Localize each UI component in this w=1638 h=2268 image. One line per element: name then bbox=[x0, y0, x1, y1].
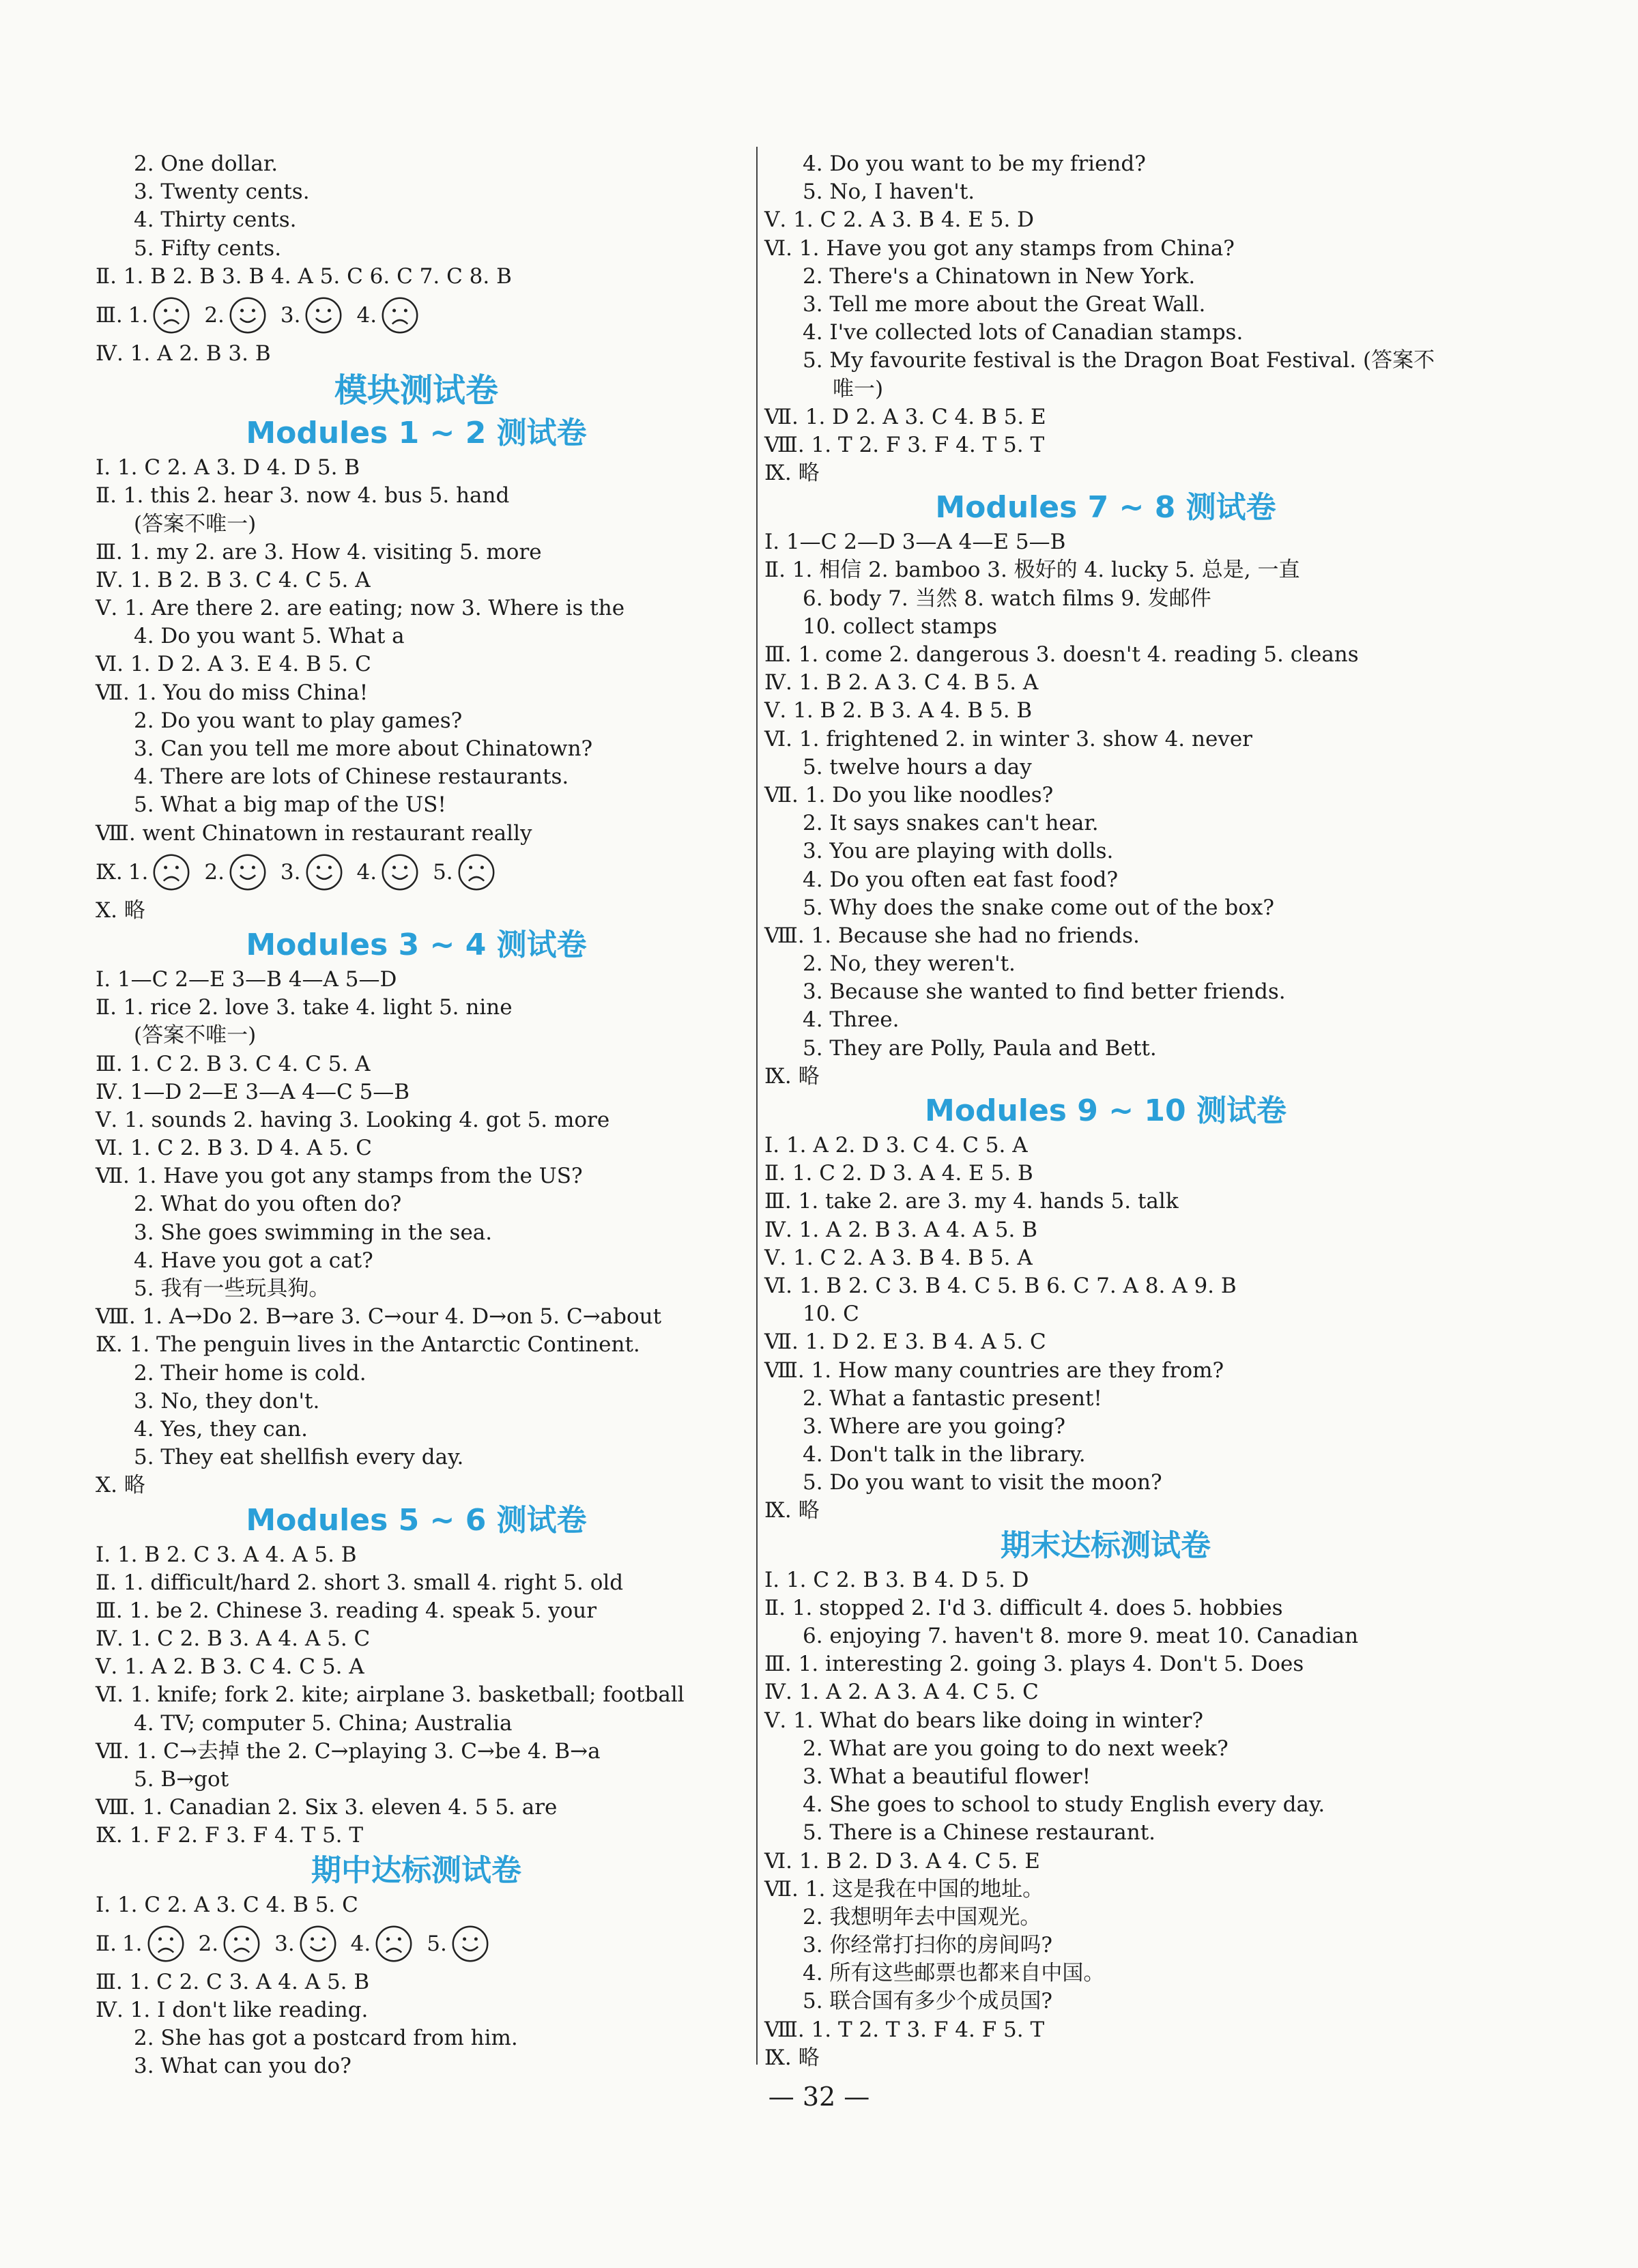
answer-line: (答案不唯一) bbox=[134, 511, 257, 536]
face-answer bbox=[122, 1919, 185, 1968]
answer-line: Ⅲ. 1. my 2. are 3. How 4. visiting 5. more bbox=[96, 539, 542, 564]
answer-line: 3. What a beautiful flower! bbox=[803, 1764, 1091, 1789]
answer-line: 3. She goes swimming in the sea. bbox=[134, 1220, 493, 1245]
section-title: Modules 9 ~ 10 测试卷 bbox=[925, 1093, 1287, 1128]
answer-line: Ⅰ. 1. C 2. A 3. D 4. D 5. B bbox=[96, 455, 360, 480]
answer-line: Ⅷ. 1. How many countries are they from? bbox=[764, 1358, 1224, 1383]
answer-line: Ⅸ. 略 bbox=[764, 1063, 820, 1089]
answer-line: Ⅴ. 1. sounds 2. having 3. Looking 4. got 5. more bbox=[96, 1107, 610, 1132]
section-title: 期中达标测试卷 bbox=[311, 1852, 521, 1888]
happy-face-icon bbox=[229, 853, 267, 891]
face-answer bbox=[433, 848, 495, 897]
item-number: 4. bbox=[356, 302, 377, 328]
answer-line: Ⅷ. 1. T 2. T 3. F 4. F 5. T bbox=[764, 2017, 1045, 2042]
answer-line: 5. 联合国有多少个成员国? bbox=[803, 1989, 1053, 2014]
answer-line: 4. There are lots of Chinese restaurants. bbox=[134, 764, 569, 790]
answer-line: Ⅱ. 1. stopped 2. I'd 3. difficult 4. does 5. hobbies bbox=[764, 1595, 1283, 1620]
answer-line: Ⅱ. 1. B 2. B 3. B 4. A 5. C 6. C 7. C 8. B bbox=[96, 263, 512, 289]
answer-line: Ⅲ. 1. C 2. B 3. C 4. C 5. A bbox=[96, 1051, 371, 1076]
item-number: 4. bbox=[350, 1931, 371, 1956]
answer-line: 5. No, I haven't. bbox=[803, 180, 975, 205]
right-column bbox=[764, 150, 1447, 2072]
answer-line: Ⅰ. 1—C 2—E 3—B 4—A 5—D bbox=[96, 966, 397, 992]
answer-line: 4. Do you often eat fast food? bbox=[803, 867, 1119, 892]
section-title: 模块测试卷 bbox=[334, 371, 498, 410]
answer-line: Ⅳ. 1. A 2. A 3. A 4. C 5. C bbox=[764, 1680, 1039, 1705]
answer-line: 3. Because she wanted to find better friends. bbox=[803, 979, 1286, 1005]
answer-line: Ⅵ. 1. Have you got any stamps from China? bbox=[764, 235, 1235, 261]
item-number: 1. bbox=[128, 302, 149, 328]
answer-line: 3. No, they don't. bbox=[134, 1388, 320, 1413]
answer-line: Ⅹ. 略 bbox=[96, 898, 145, 923]
answer-line: Ⅰ. 1. C 2. A 3. C 4. B 5. C bbox=[96, 1892, 358, 1917]
answer-line: Ⅷ. 1. T 2. F 3. F 4. T 5. T bbox=[764, 432, 1045, 457]
answer-line: Ⅵ. 1. D 2. A 3. E 4. B 5. C bbox=[96, 652, 371, 677]
answer-line: 2. Do you want to play games? bbox=[134, 708, 463, 733]
sad-face-icon bbox=[457, 853, 495, 891]
section-title: 期末达标测试卷 bbox=[1001, 1527, 1211, 1563]
answer-line: 10. C bbox=[803, 1302, 859, 1327]
answer-line: Ⅰ. 1. C 2. B 3. B 4. D 5. D bbox=[764, 1567, 1029, 1592]
answer-line: 4. Don't talk in the library. bbox=[803, 1442, 1086, 1467]
answer-line: Ⅳ. 1—D 2—E 3—A 4—C 5—B bbox=[96, 1079, 410, 1104]
answer-line: 4. Do you want to be my friend? bbox=[803, 152, 1146, 176]
answer-line: 4. She goes to school to study English every day. bbox=[803, 1792, 1325, 1818]
answer-line: Ⅷ. 1. Canadian 2. Six 3. eleven 4. 5 5. are bbox=[96, 1795, 558, 1820]
answer-line: 6. body 7. 当然 8. watch films 9. 发邮件 bbox=[803, 586, 1211, 611]
answer-line: 2. What are you going to do next week? bbox=[803, 1736, 1228, 1761]
question-label: Ⅸ. bbox=[96, 859, 123, 885]
answer-line: Ⅶ. 1. Have you got any stamps from the US? bbox=[96, 1164, 583, 1189]
answer-line: 5. twelve hours a day bbox=[803, 754, 1032, 779]
answer-line: 4. I've collected lots of Canadian stamps. bbox=[803, 320, 1244, 345]
answer-line: Ⅳ. 1. A 2. B 3. A 4. A 5. B bbox=[764, 1217, 1037, 1242]
answer-line: Ⅶ. 1. C→去掉 the 2. C→playing 3. C→be 4. B→a bbox=[96, 1738, 601, 1764]
face-answer-row bbox=[96, 291, 737, 340]
answer-line: Ⅱ. 1. this 2. hear 3. now 4. bus 5. hand bbox=[96, 483, 510, 508]
answer-line: Ⅳ. 1. A 2. B 3. B bbox=[96, 341, 271, 366]
answer-line: (答案不唯一) bbox=[134, 1023, 257, 1048]
answer-line: 2. What a fantastic present! bbox=[803, 1386, 1102, 1411]
answer-line: 2. It says snakes can't hear. bbox=[803, 811, 1099, 836]
answer-line: 5. Do you want to visit the moon? bbox=[803, 1470, 1162, 1495]
answer-line: Ⅲ. 1. be 2. Chinese 3. reading 4. speak 5. your bbox=[96, 1598, 597, 1623]
face-answer bbox=[281, 848, 343, 897]
column-divider bbox=[756, 147, 758, 2065]
sad-face-icon bbox=[375, 1925, 413, 1963]
answer-line: Ⅰ. 1. A 2. D 3. C 4. C 5. A bbox=[764, 1133, 1028, 1158]
answer-line: 2. 我想明年去中国观光。 bbox=[803, 1904, 1041, 1929]
face-answer bbox=[204, 291, 267, 340]
answer-line: Ⅵ. 1. frightened 2. in winter 3. show 4. never bbox=[764, 726, 1252, 751]
question-label: Ⅲ. bbox=[96, 302, 123, 328]
answer-line: Ⅴ. 1. A 2. B 3. C 4. C 5. A bbox=[96, 1654, 364, 1680]
face-answer bbox=[427, 1919, 489, 1968]
answer-line: 2. What do you often do? bbox=[134, 1192, 402, 1217]
answer-line: 4. TV; computer 5. China; Australia bbox=[134, 1710, 513, 1736]
face-answer bbox=[199, 1919, 261, 1968]
sad-face-icon bbox=[222, 1925, 261, 1963]
section-title: Modules 3 ~ 4 测试卷 bbox=[246, 927, 587, 962]
answer-line: Ⅶ. 1. You do miss China! bbox=[96, 680, 369, 705]
answer-line: Ⅵ. 1. B 2. D 3. A 4. C 5. E bbox=[764, 1848, 1040, 1874]
answer-line: 4. 所有这些邮票也都来自中国。 bbox=[803, 1961, 1105, 1986]
answer-line: 2. Their home is cold. bbox=[134, 1360, 367, 1386]
answer-line: Ⅱ. 1. difficult/hard 2. short 3. small 4. right 5. old bbox=[96, 1570, 624, 1595]
answer-line: Ⅶ. 1. 这是我在中国的地址。 bbox=[764, 1876, 1044, 1901]
answer-line: 5. Why does the snake come out of the box? bbox=[803, 895, 1274, 920]
item-number: 3. bbox=[280, 302, 301, 328]
answer-line: 3. 你经常打扫你的房间吗? bbox=[803, 1933, 1053, 1958]
answer-line: Ⅵ. 1. knife; fork 2. kite; airplane 3. basketball; football bbox=[96, 1682, 685, 1708]
answer-line: Ⅱ. 1. rice 2. love 3. take 4. light 5. nine bbox=[96, 995, 513, 1020]
answer-line: Ⅱ. 1. 相信 2. bamboo 3. 极好的 4. lucky 5. 总是, 一直 bbox=[764, 558, 1300, 583]
answer-line: Ⅷ. 1. Because she had no friends. bbox=[764, 923, 1140, 948]
answer-line: 4. Three. bbox=[803, 1007, 900, 1033]
answer-line: 3. What can you do? bbox=[134, 2054, 351, 2079]
answer-line: Ⅹ. 略 bbox=[96, 1473, 145, 1498]
answer-line: 5. B→got bbox=[134, 1767, 229, 1792]
face-answer bbox=[357, 848, 420, 897]
answer-line: 2. She has got a postcard from him. bbox=[134, 2026, 518, 2051]
section-title: Modules 1 ~ 2 测试卷 bbox=[246, 416, 587, 451]
answer-line: Ⅴ. 1. B 2. B 3. A 4. B 5. B bbox=[764, 698, 1033, 723]
answer-line: Ⅷ. went Chinatown in restaurant really bbox=[96, 820, 532, 846]
answer-line: Ⅵ. 1. B 2. C 3. B 4. C 5. B 6. C 7. A 8. A 9. B bbox=[764, 1273, 1237, 1298]
answer-line: Ⅰ. 1. B 2. C 3. A 4. A 5. B bbox=[96, 1542, 357, 1567]
answer-line: 4. Yes, they can. bbox=[134, 1416, 308, 1441]
answer-line: Ⅰ. 1—C 2—D 3—A 4—E 5—B bbox=[764, 530, 1066, 555]
section-title: Modules 7 ~ 8 测试卷 bbox=[935, 490, 1276, 526]
item-number: 3. bbox=[274, 1931, 295, 1956]
item-number: 5. bbox=[433, 859, 453, 885]
answer-line: 5. There is a Chinese restaurant. bbox=[803, 1820, 1156, 1846]
answer-line: Ⅴ. 1. C 2. A 3. B 4. B 5. A bbox=[764, 1245, 1033, 1270]
answer-line: Ⅴ. 1. Are there 2. are eating; now 3. Where is the bbox=[96, 596, 625, 621]
answer-line: Ⅳ. 1. B 2. A 3. C 4. B 5. A bbox=[764, 670, 1039, 695]
answer-line: 5. 我有一些玩具狗。 bbox=[134, 1276, 330, 1301]
answer-line: 4. Thirty cents. bbox=[134, 207, 297, 233]
answer-line: Ⅸ. 略 bbox=[764, 2045, 820, 2070]
answer-line: Ⅸ. 1. The penguin lives in the Antarctic Continent. bbox=[96, 1332, 640, 1358]
answer-line: Ⅳ. 1. B 2. B 3. C 4. C 5. A bbox=[96, 567, 371, 592]
face-answer bbox=[356, 291, 419, 340]
face-answer bbox=[281, 291, 343, 340]
answer-line: Ⅸ. 略 bbox=[764, 461, 820, 486]
sad-face-icon bbox=[152, 853, 190, 891]
answer-line: Ⅳ. 1. I don't like reading. bbox=[96, 1997, 369, 2022]
happy-face-icon bbox=[304, 296, 343, 334]
answer-line: 5. What a big map of the US! bbox=[134, 792, 446, 818]
answer-line: Ⅶ. 1. D 2. A 3. C 4. B 5. E bbox=[764, 404, 1046, 429]
happy-face-icon bbox=[299, 1925, 337, 1963]
answer-line: Ⅱ. 1. C 2. D 3. A 4. E 5. B bbox=[764, 1161, 1033, 1186]
answer-line: Ⅷ. 1. A→Do 2. B→are 3. C→our 4. D→on 5. C→about bbox=[96, 1304, 662, 1330]
answer-line: Ⅸ. 略 bbox=[764, 1498, 820, 1523]
sad-face-icon bbox=[381, 296, 419, 334]
happy-face-icon bbox=[229, 296, 267, 334]
answer-line: 6. enjoying 7. haven't 8. more 9. meat 10. Canadian bbox=[803, 1624, 1359, 1648]
happy-face-icon bbox=[381, 853, 419, 891]
answer-line: 5. Fifty cents. bbox=[134, 235, 282, 261]
answer-line: 3. Twenty cents. bbox=[134, 180, 310, 205]
happy-face-icon bbox=[451, 1925, 489, 1963]
answer-line: Ⅳ. 1. C 2. B 3. A 4. A 5. C bbox=[96, 1626, 371, 1652]
item-number: 1. bbox=[128, 859, 149, 885]
answer-line: 2. There's a Chinatown in New York. bbox=[803, 263, 1196, 289]
question-label: Ⅱ. bbox=[96, 1931, 117, 1956]
answer-line: Ⅴ. 1. What do bears like doing in winter? bbox=[764, 1708, 1204, 1733]
face-answer-row bbox=[96, 848, 737, 897]
answer-line: 3. Tell me more about the Great Wall. bbox=[803, 291, 1206, 317]
sad-face-icon bbox=[152, 296, 190, 334]
answer-line: Ⅶ. 1. D 2. E 3. B 4. A 5. C bbox=[764, 1330, 1046, 1355]
answer-line: Ⅶ. 1. Do you like noodles? bbox=[764, 782, 1054, 807]
item-number: 2. bbox=[204, 859, 225, 885]
answer-line: 3. You are playing with dolls. bbox=[803, 839, 1114, 864]
answer-line: 唯一) bbox=[833, 376, 884, 401]
answer-line: 4. Do you want 5. What a bbox=[134, 624, 405, 649]
answer-line: Ⅲ. 1. come 2. dangerous 3. doesn't 4. reading 5. cleans bbox=[764, 642, 1359, 667]
answer-line: 5. My favourite festival is the Dragon Boat Festival. (答案不 bbox=[803, 348, 1435, 373]
answer-line: 5. They eat shellfish every day. bbox=[134, 1445, 464, 1470]
item-number: 5. bbox=[427, 1931, 447, 1956]
answer-line: Ⅲ. 1. interesting 2. going 3. plays 4. Don't 5. Does bbox=[764, 1652, 1304, 1677]
answer-line: 2. One dollar. bbox=[134, 152, 278, 176]
answer-line: Ⅸ. 1. F 2. F 3. F 4. T 5. T bbox=[96, 1823, 364, 1848]
answer-line: Ⅲ. 1. C 2. C 3. A 4. A 5. B bbox=[96, 1969, 370, 1994]
answer-line: 10. collect stamps bbox=[803, 614, 998, 639]
answer-line: 3. Where are you going? bbox=[803, 1413, 1065, 1439]
face-answer bbox=[274, 1919, 337, 1968]
item-number: 3. bbox=[280, 859, 301, 885]
item-number: 1. bbox=[121, 1931, 143, 1956]
face-answer bbox=[351, 1919, 414, 1968]
answer-line: 4. Have you got a cat? bbox=[134, 1248, 373, 1273]
item-number: 4. bbox=[356, 859, 377, 885]
face-answer bbox=[128, 291, 191, 340]
answer-line: 2. No, they weren't. bbox=[803, 951, 1016, 977]
face-answer-row bbox=[96, 1919, 737, 1968]
left-column bbox=[96, 150, 737, 2081]
answer-line: Ⅴ. 1. C 2. A 3. B 4. E 5. D bbox=[764, 207, 1035, 233]
page-number: — 32 — bbox=[768, 2082, 870, 2112]
section-title: Modules 5 ~ 6 测试卷 bbox=[246, 1502, 587, 1538]
answer-line: 3. Can you tell me more about Chinatown? bbox=[134, 736, 593, 761]
item-number: 2. bbox=[198, 1931, 219, 1956]
answer-line: Ⅵ. 1. C 2. B 3. D 4. A 5. C bbox=[96, 1136, 372, 1161]
face-answer bbox=[128, 848, 191, 897]
answer-line: Ⅲ. 1. take 2. are 3. my 4. hands 5. talk bbox=[764, 1189, 1179, 1214]
sad-face-icon bbox=[147, 1925, 185, 1963]
face-answer bbox=[204, 848, 267, 897]
item-number: 2. bbox=[204, 302, 225, 328]
answer-line: 5. They are Polly, Paula and Bett. bbox=[803, 1035, 1157, 1061]
happy-face-icon bbox=[305, 853, 343, 891]
